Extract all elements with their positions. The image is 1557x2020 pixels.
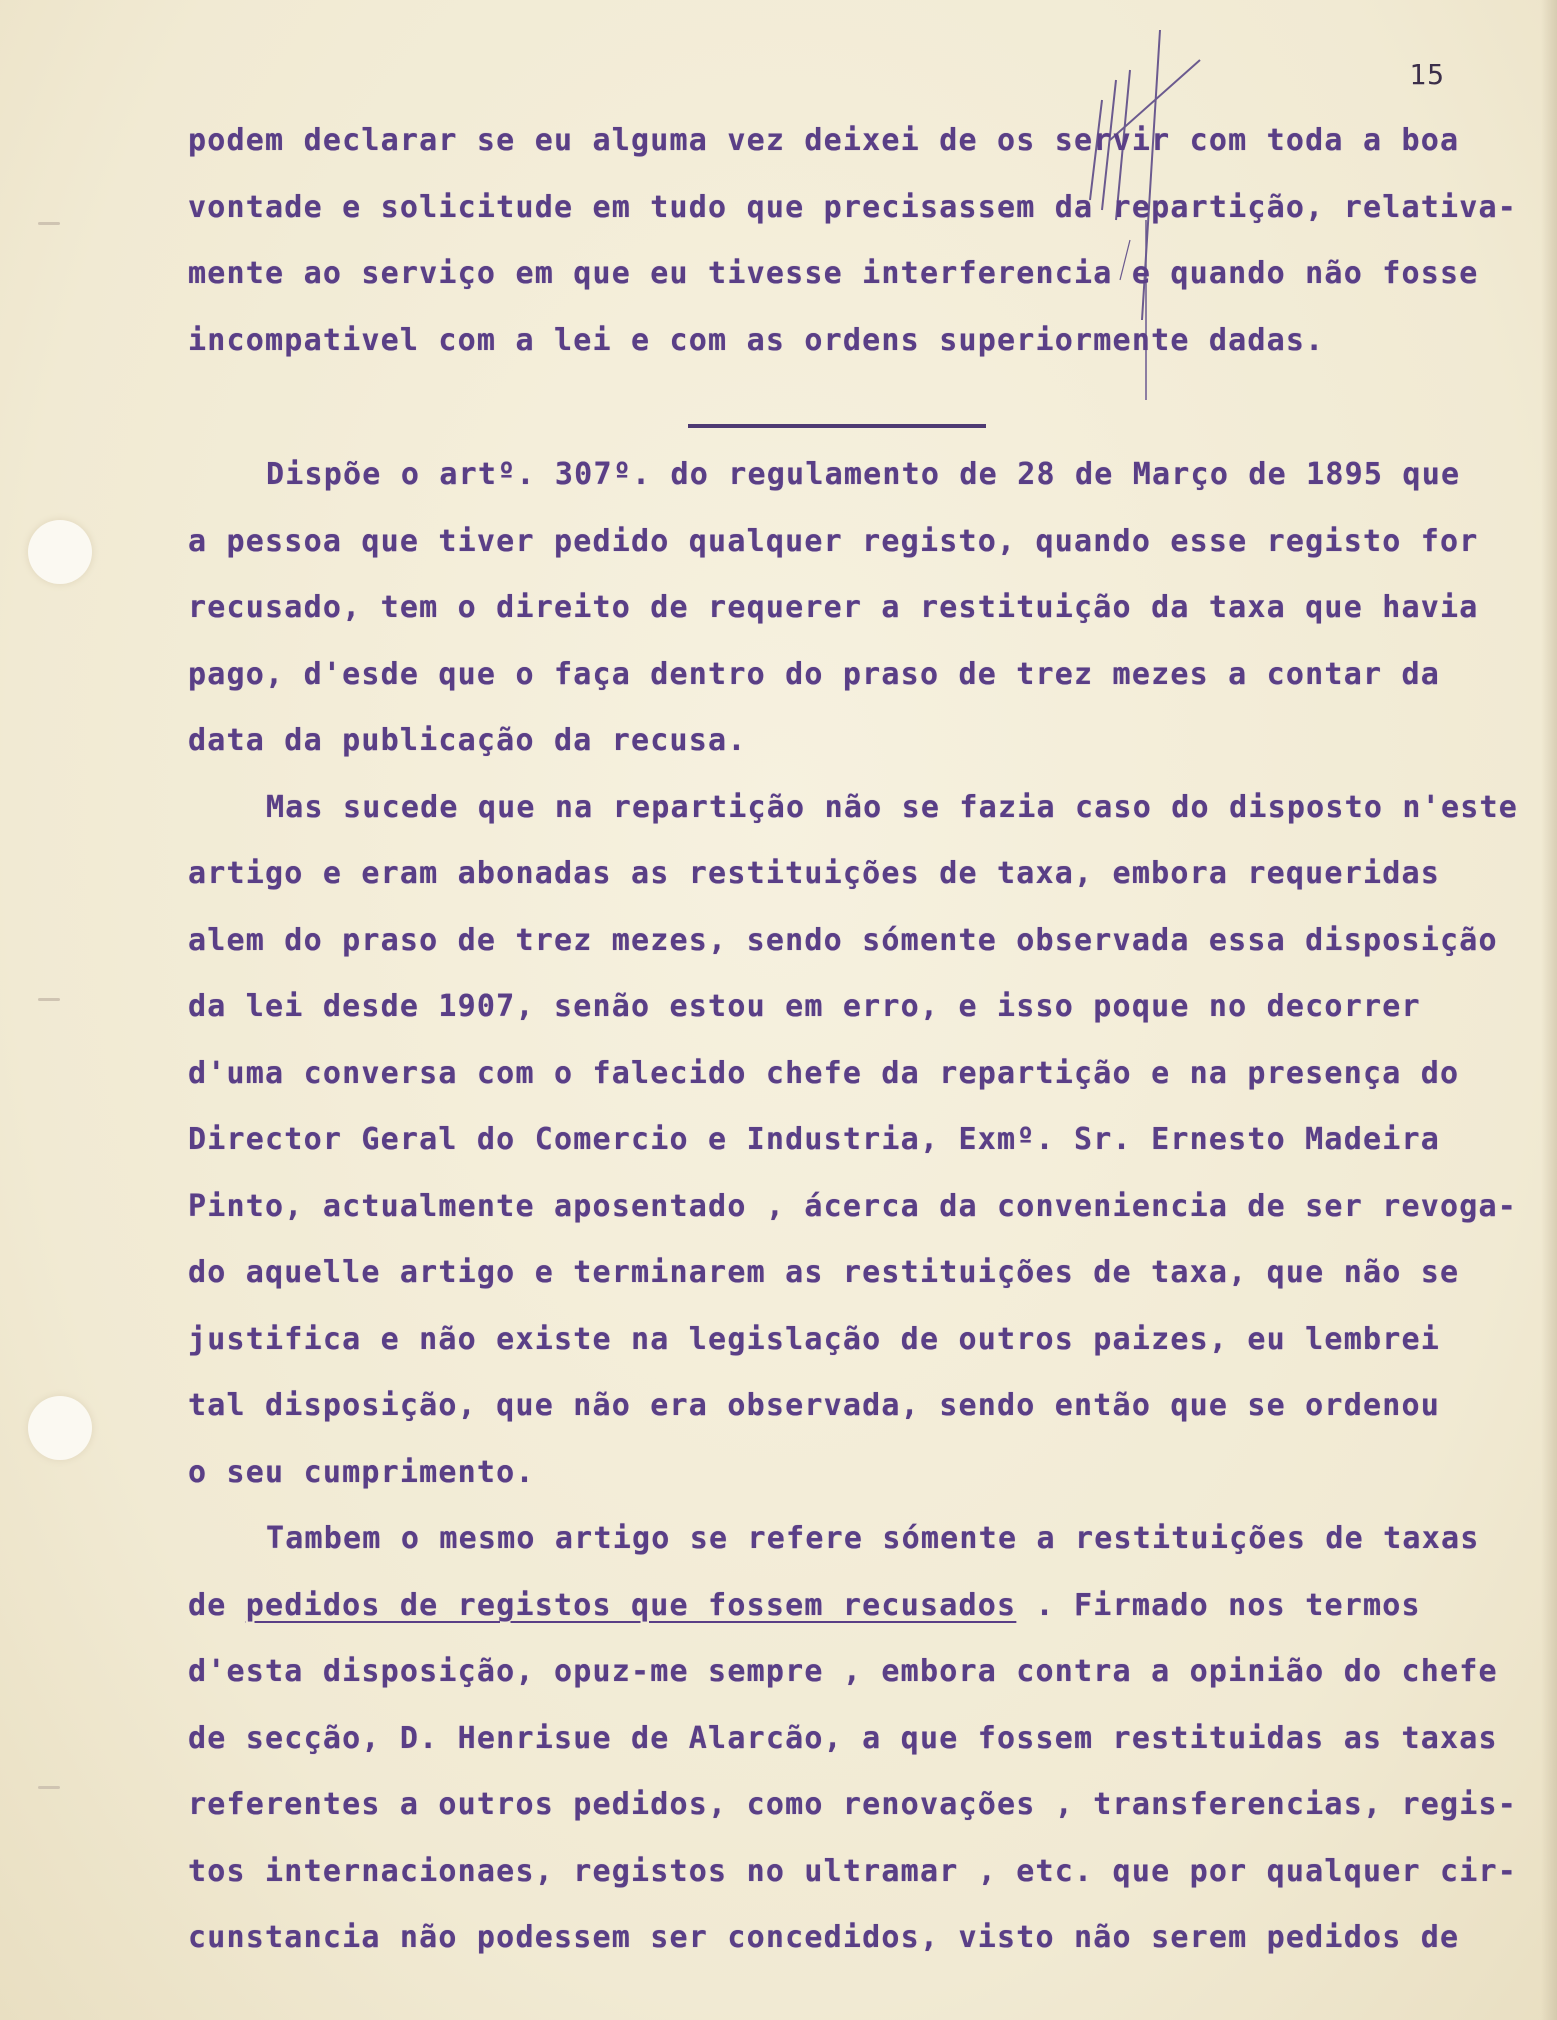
text-line: Pinto, actualmente aposentado , ácerca da conveniencia de ser revoga- [188,1188,1518,1224]
body-text [188,442,1528,1972]
text-line: alem do praso de trez mezes, sendo sómente observada essa disposição [188,922,1498,958]
page-edge-shadow [1541,0,1557,2020]
margin-mark [38,1786,60,1789]
text-line: Tambem o mesmo artigo se refere sómente a restituições de taxas [266,1521,1480,1556]
text-line: artigo e eram abonadas as restituições de taxa, embora requeridas [188,856,1440,891]
underlined-phrase: pedidos de registos que fossem recusados [245,1587,1017,1623]
text-line: Mas sucede que na repartição não se fazia caso do disposto n'este [266,789,1518,825]
text-line: d'uma conversa com o falecido chefe da repartição e na presença do [188,1055,1460,1091]
margin-mark [38,222,60,225]
text-line: podem declarar se eu alguma vez deixei de os servir com toda a boa [188,123,1460,158]
text-line: vontade e solicitude em tudo que precisassem da repartição, relativa- [188,189,1518,225]
text-line: data da publicação da recusa. [188,723,747,758]
text-line: pago, d'esde que o faça dentro do praso de trez mezes a contar da [188,656,1440,692]
text-fragment: de [188,1587,246,1623]
paragraph-continuation [188,108,1528,374]
text-line: d'esta disposição, opuz-me sempre , embora contra a opinião do chefe [188,1654,1498,1689]
punch-hole-bottom [28,1396,92,1460]
punch-hole-top [28,520,92,584]
text-line: a pessoa que tiver pedido qualquer registo, quando esse registo for [188,523,1479,559]
page-number: 15 [1409,58,1445,91]
text-line: tos internacionaes, registos no ultramar , etc. que por qualquer cir- [188,1853,1518,1889]
text-line [188,1573,1528,1640]
text-line: mente ao serviço em que eu tivesse interferencia e quando não fosse [188,256,1479,291]
text-line: da lei desde 1907, senão estou em erro, e isso poque no decorrer [188,989,1421,1024]
text-line: referentes a outros pedidos, como renovações , transferencias, regis- [188,1787,1518,1822]
text-line: tal disposição, que não era observada, sendo então que se ordenou [188,1388,1440,1423]
text-line: justifica e não existe na legislação de outros paizes, eu lembrei [188,1321,1440,1357]
section-separator [688,424,986,428]
text-line: recusado, tem o direito de requerer a restituição da taxa que havia [188,590,1479,625]
text-line: incompativel com a lei e com as ordens superiormente dadas. [188,322,1325,358]
text-line: o seu cumprimento. [188,1454,535,1490]
text-line: do aquelle artigo e terminarem as restituições de taxa, que não se [188,1255,1460,1290]
text-line: Dispõe o artº. 307º. do regulamento de 28 de Março de 1895 que [266,457,1461,492]
text-line: de secção, D. Henrisue de Alarcão, a que fossem restituidas as taxas [188,1720,1498,1756]
margin-mark [38,998,60,1001]
text-line: Director Geral do Comercio e Industria, Exmº. Sr. Ernesto Madeira [188,1122,1440,1157]
text-fragment: . Firmado nos termos [1016,1587,1421,1623]
text-line: cunstancia não podessem ser concedidos, visto não serem pedidos de [188,1920,1460,1955]
